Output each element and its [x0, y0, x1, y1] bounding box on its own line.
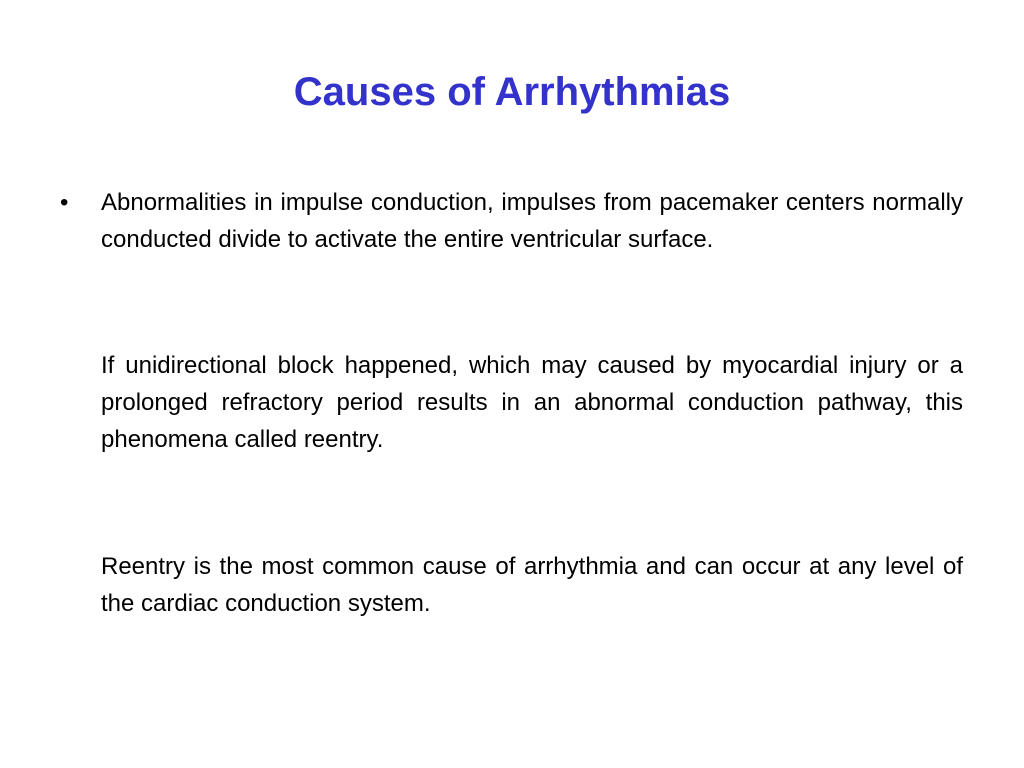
bullet-paragraph-3: Reentry is the most common cause of arrhythmia and can occur at any level of the cardiac conduction system.	[101, 553, 963, 617]
slide-title: Causes of Arrhythmias	[293, 70, 731, 114]
bullet-paragraph-1: Abnormalities in impulse conduction, impulses from pacemaker centers normally conducted divide to activate the entire ventricular surface.	[101, 189, 963, 253]
bullet-paragraph-2: If unidirectional block happened, which may caused by myocardial injury or a prolonged refractory period results in an abnormal conduction pathway, this phenomena called reentry.	[101, 352, 963, 453]
bullet-marker: •	[60, 189, 69, 216]
